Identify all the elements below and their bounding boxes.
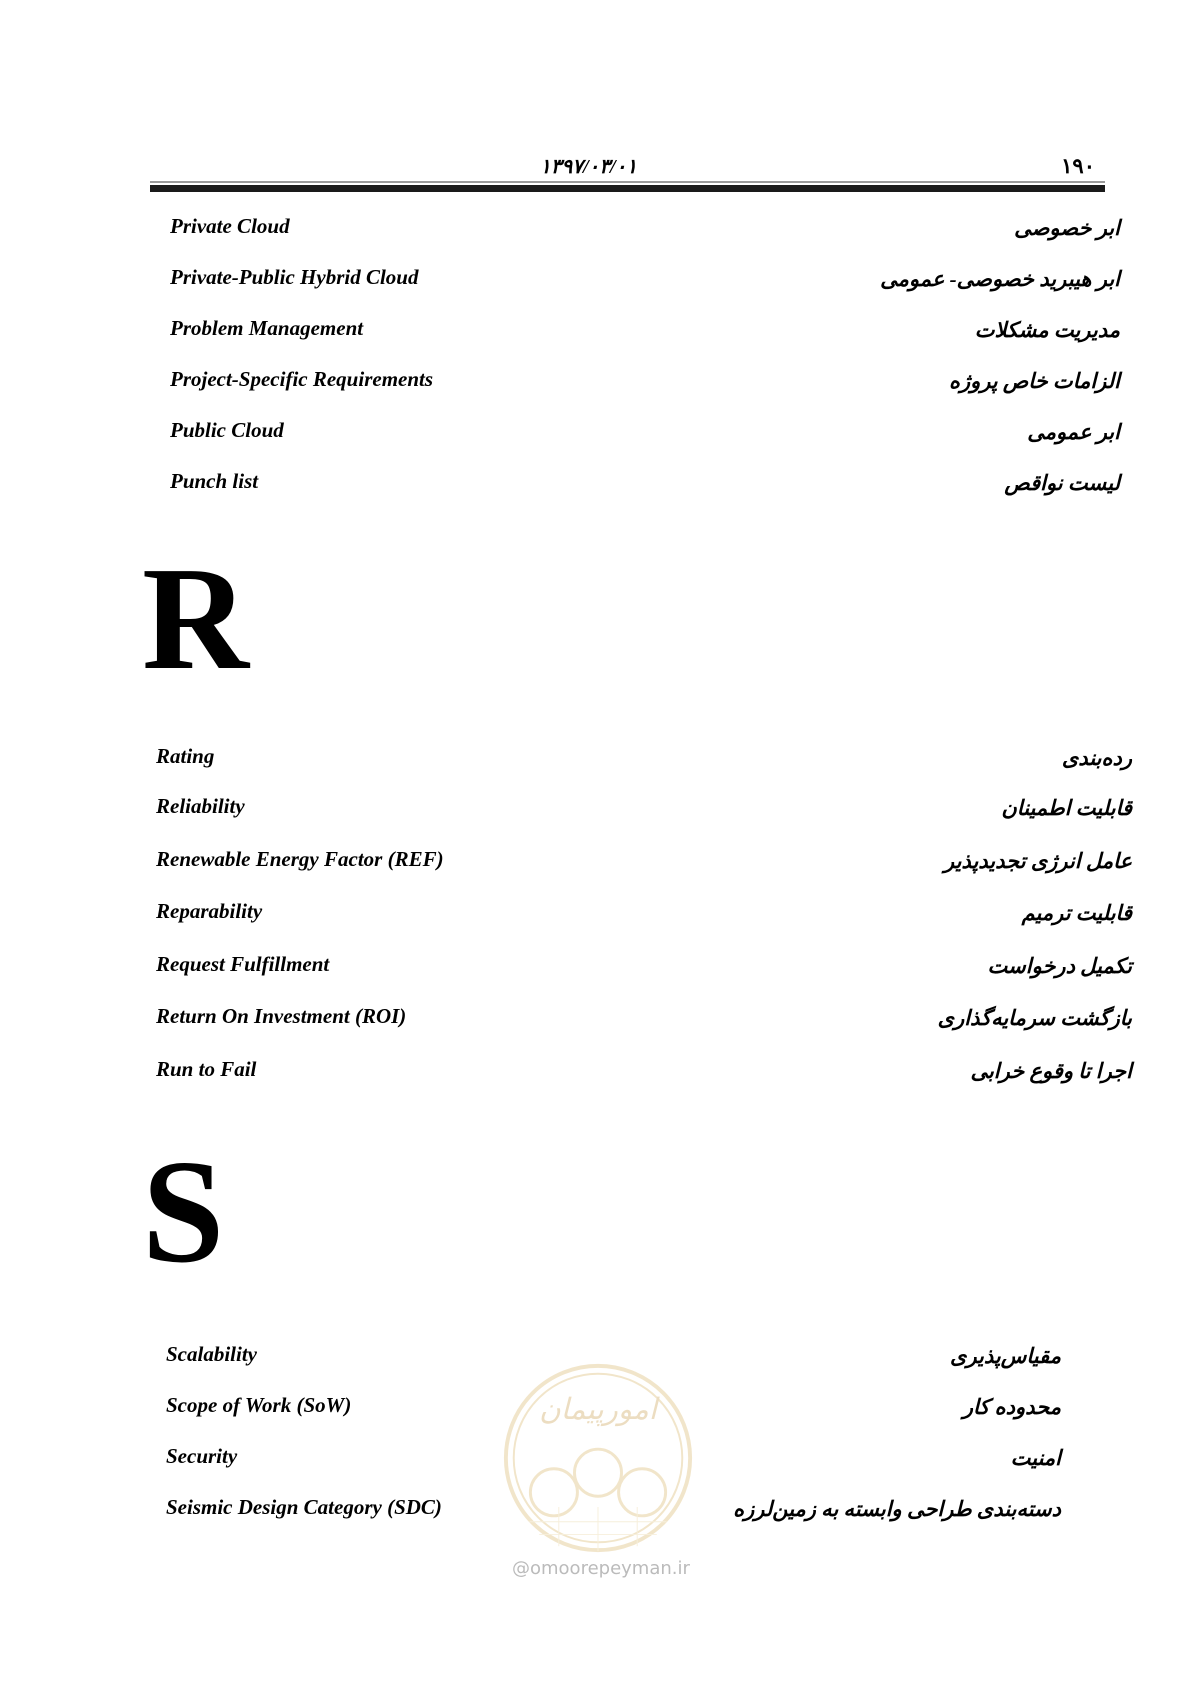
glossary-row xyxy=(156,1057,1132,1093)
term-persian: لیست نواقص xyxy=(1004,471,1120,495)
term-persian: محدوده کار xyxy=(962,1395,1061,1419)
term-persian: مدیریت مشکلات xyxy=(974,318,1120,342)
term-english: Return On Investment (ROI) xyxy=(156,1004,407,1028)
page-number: ۱۹۰ xyxy=(1061,154,1095,178)
term-english: Scope of Work (SoW) xyxy=(166,1393,352,1417)
term-persian: ابر عمومی xyxy=(1027,420,1120,444)
term-english: Private Cloud xyxy=(170,214,290,238)
header-rule xyxy=(150,185,1105,192)
term-english: Reparability xyxy=(156,899,263,923)
term-persian: قابلیت اطمینان xyxy=(1001,796,1132,820)
header-date: ۱۳۹۷/۰۳/۰۱ xyxy=(540,156,638,178)
watermark-logo-icon xyxy=(500,1360,696,1556)
term-persian: بازگشت سرمایه‌گذاری xyxy=(937,1006,1132,1030)
term-english: Reliability xyxy=(156,794,245,818)
glossary-row xyxy=(156,1004,1132,1040)
term-persian: رده‌بندی xyxy=(1061,746,1132,770)
term-persian: الزامات خاص پروژه xyxy=(948,369,1120,393)
glossary-row xyxy=(170,316,1120,352)
section-letter-s: S xyxy=(142,1130,225,1294)
term-persian: تکمیل درخواست xyxy=(987,954,1132,978)
header-rule-thin xyxy=(150,181,1105,183)
term-english: Rating xyxy=(156,744,215,768)
glossary-row xyxy=(156,744,1132,780)
section-letter-r: R xyxy=(142,537,249,701)
term-persian: اجرا تا وقوع خرابی xyxy=(970,1059,1132,1083)
glossary-row xyxy=(156,794,1132,830)
glossary-row xyxy=(170,367,1120,403)
term-english: Problem Management xyxy=(170,316,364,340)
glossary-row xyxy=(170,214,1120,250)
watermark-logo-text: امورپیمان xyxy=(539,1391,657,1426)
term-english: Seismic Design Category (SDC) xyxy=(166,1495,442,1519)
glossary-row xyxy=(170,469,1120,505)
term-english: Private-Public Hybrid Cloud xyxy=(170,265,419,289)
term-persian: ابر هیبرید خصوصی- عمومی xyxy=(880,267,1120,291)
term-persian: قابلیت ترمیم xyxy=(1021,901,1132,925)
term-english: Scalability xyxy=(166,1342,257,1366)
term-persian: عامل انرژی تجدیدپذیر xyxy=(943,849,1132,873)
glossary-row xyxy=(170,265,1120,301)
term-english: Public Cloud xyxy=(170,418,284,442)
term-persian: مقیاس‌پذیری xyxy=(950,1344,1061,1368)
glossary-row xyxy=(170,418,1120,454)
term-persian: دسته‌بندی طراحی وابسته به زمین‌لرزه xyxy=(733,1497,1061,1521)
watermark-url: @omoorepeyman.ir xyxy=(512,1558,690,1579)
glossary-row xyxy=(156,899,1132,935)
glossary-row xyxy=(156,847,1132,883)
term-english: Request Fulfillment xyxy=(156,952,330,976)
term-english: Project-Specific Requirements xyxy=(170,367,434,391)
glossary-row xyxy=(156,952,1132,988)
term-english: Renewable Energy Factor (REF) xyxy=(156,847,444,871)
term-english: Run to Fail xyxy=(156,1057,257,1081)
term-persian: امنیت xyxy=(1010,1446,1061,1470)
term-english: Punch list xyxy=(170,469,259,493)
term-persian: ابر خصوصی xyxy=(1014,216,1120,240)
term-english: Security xyxy=(166,1444,238,1468)
